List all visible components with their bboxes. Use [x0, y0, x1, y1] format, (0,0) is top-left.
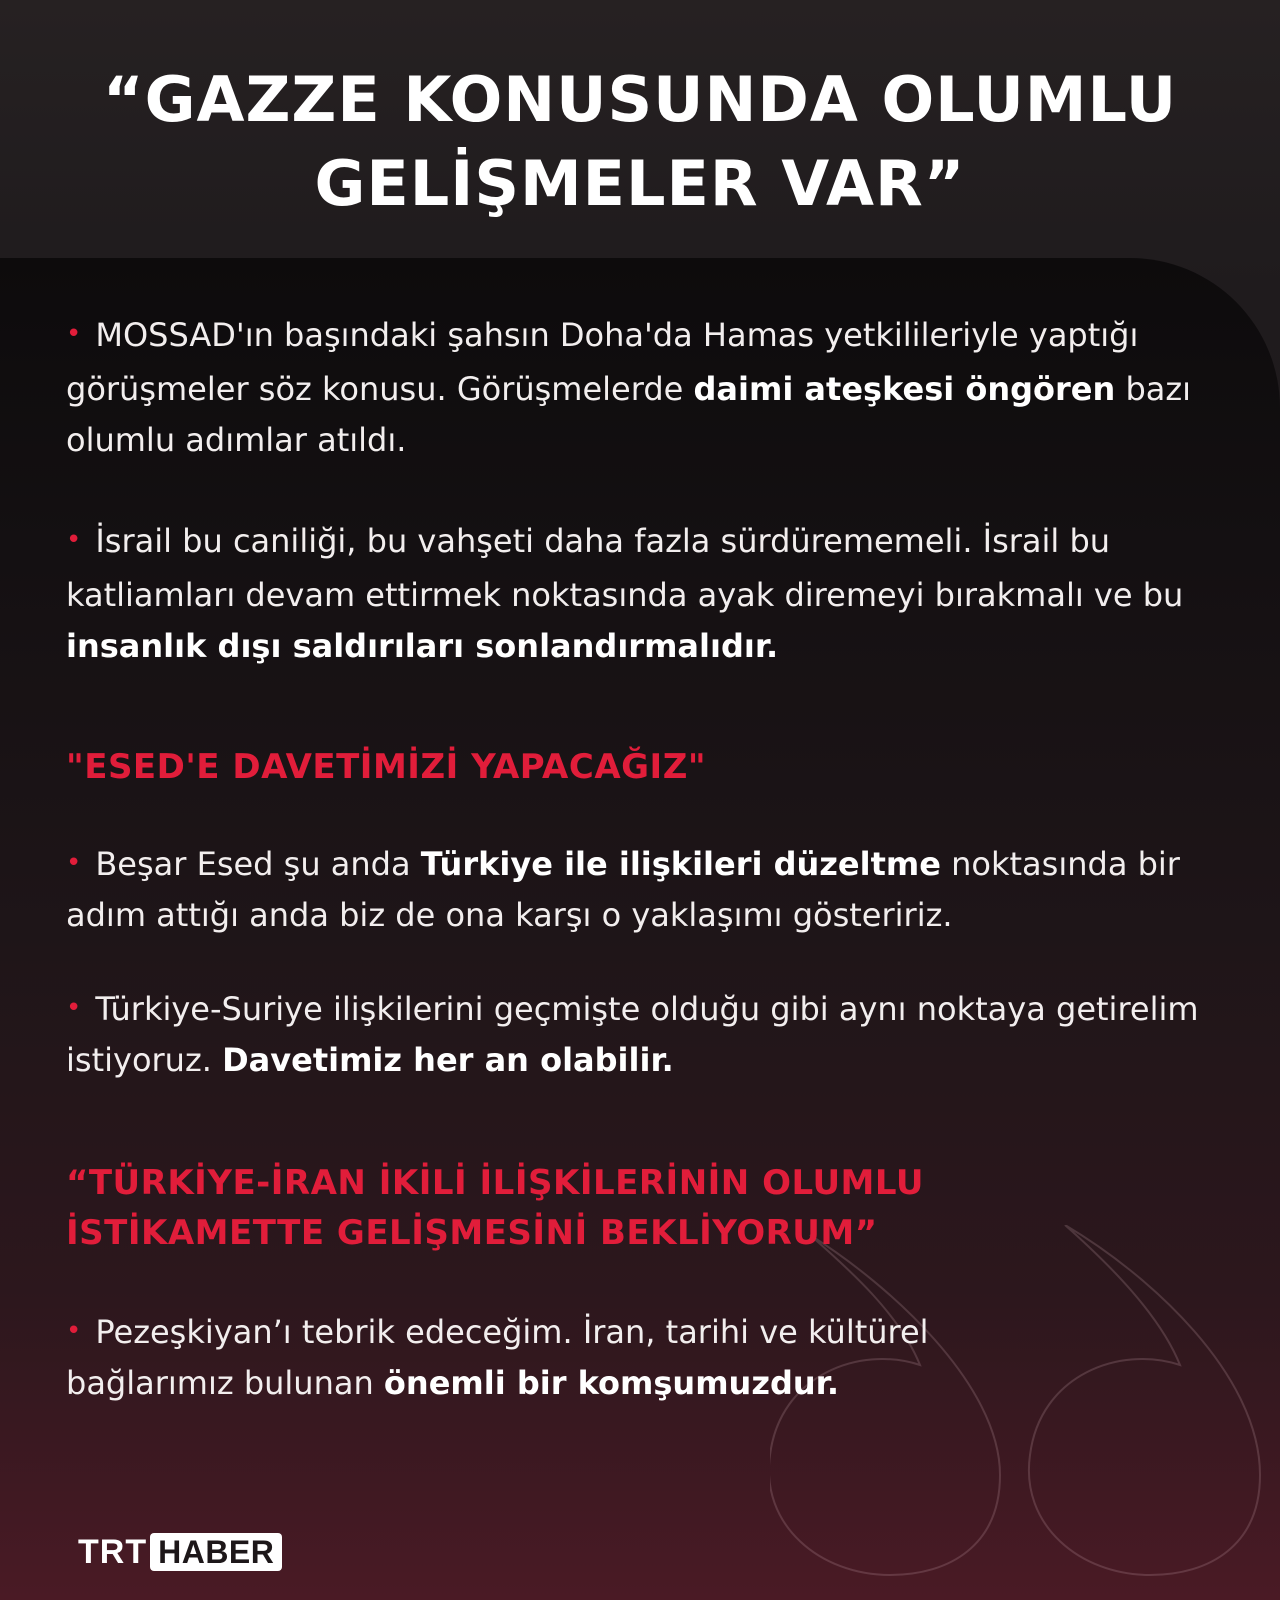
- paragraph-esed: • Beşar Esed şu anda Türkiye ile ilişkileri düzeltme noktasında bir adım attığı anda biz de ona karşı o yaklaşımı gösteririz.: [66, 845, 1180, 934]
- trt-haber-logo: [78, 1532, 282, 1572]
- bullet-icon: •: [66, 525, 82, 555]
- page-title: “GAZZE KONUSUNDA OLUMLU GELİŞMELER VAR”: [102, 63, 1178, 220]
- content: [66, 310, 1246, 1407]
- paragraph-mossad: • MOSSAD'ın başındaki şahsın Doha'da Hamas yetkilileriyle yaptığı görüşmeler söz konusu. Görüşmelerde daimi ateşkesi öngören bazı olumlu adımlar atıldı.: [66, 316, 1192, 459]
- bullet-icon: •: [66, 993, 82, 1023]
- paragraph-israil: • İsrail bu caniliği, bu vahşeti daha fazla sürdürememeli. İsrail bu katliamları devam ettirmek noktasında ayak diremeyi bırakmalı ve bu insanlık dışı saldırıları sonlandırmalıdır.: [66, 522, 1184, 665]
- bullet-icon: •: [66, 848, 82, 878]
- heading-iran: “TÜRKİYE-İRAN İKİLİ İLİŞKİLERİNİN OLUMLU İSTİKAMETTE GELİŞMESİNİ BEKLİYORUM”: [66, 1163, 924, 1253]
- heading-esed: "ESED'E DAVETİMİZİ YAPACAĞIZ": [66, 747, 707, 787]
- paragraph-iran: • Pezeşkiyan’ı tebrik edeceğim. İran, tarihi ve kültürel bağlarımız bulunan önemli bir komşumuzdur.: [66, 1313, 929, 1402]
- bullet-icon: •: [66, 319, 82, 349]
- bullet-icon: •: [66, 1316, 82, 1346]
- paragraph-suriye: • Türkiye-Suriye ilişkilerini geçmişte olduğu gibi aynı noktaya getirelim istiyoruz. Davetimiz her an olabilir.: [66, 990, 1199, 1079]
- logo-haber: HABER: [150, 1533, 282, 1571]
- logo-trt: TRT: [78, 1532, 148, 1571]
